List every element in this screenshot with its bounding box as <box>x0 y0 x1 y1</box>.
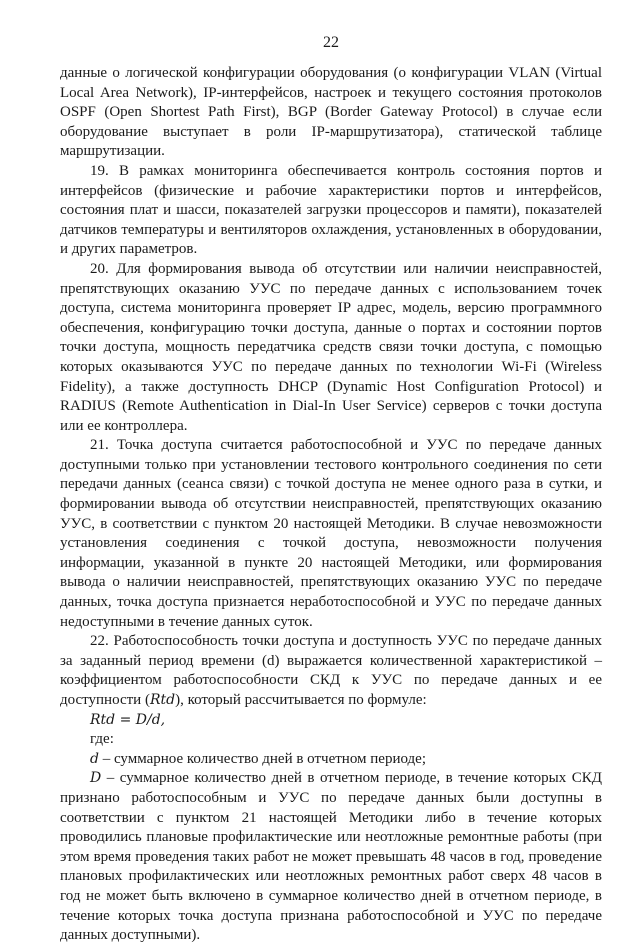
D-symbol: D <box>90 770 102 787</box>
definition-d <box>60 750 602 770</box>
paragraph-20: 20. Для формирования вывода об отсутствии или наличии неисправностей, препятствующих оказанию УУС по передаче данных с использованием точек доступа, система мониторинга проверяет IP адрес, модель, версию программного обеспечения, конфигурацию точки доступа, данные о портах и состоянии портов точки доступа, мощность передатчика средств связи точки доступа, с помощью которых оказываются УУС по передаче данных по технологии Wi-Fi (Wireless Fidelity), а также доступность DHCP (Dynamic Host Configuration Protocol) и RADIUS (Remote Authentication in Dial-In User Service) серверов с точки доступа или ее контроллера. <box>60 260 602 434</box>
d-symbol: d <box>90 750 99 767</box>
definition-d-text: – суммарное количество дней в отчетном периоде; <box>98 750 427 767</box>
definition-D-text: – суммарное количество дней в отчетном периоде, в течение которых СКД признано работоспособным и УУС по передаче данных были доступны в соответствии с пунктом 21 настоящей Методики либо в течение которых проводились плановые профилактические или неотложные ремонтные работы (при этом время проведения таких работ не может превышать 48 часов в год, проведение плановых профилактических или неотложных ремонтных работ сверх 48 часов в год не может быть включено в суммарное количество дней в отчетном периоде, в течение которых точка доступа признана работоспособной и УУС по передаче данных доступными). <box>60 770 602 944</box>
paragraph-22-intro: 22. Работоспособность точки доступа и доступность УУС по передаче данных за заданный период времени (d) выражается количественной характеристикой – коэффициентом работоспособности СКД к УУС по передаче данных и ее доступности ( <box>60 633 602 708</box>
paragraph-18-continuation: данные о логической конфигурации оборудования (о конфигурации VLAN (Virtual Local Area Network), IP-интерфейсов, настроек и текущего состояния протоколов OSPF (Open Shortest Path First), BGP (Border Gateway Protocol) в случае если оборудование выступает в роли IP-маршрутизатора), статической таблице маршрутизации. <box>60 65 602 160</box>
paragraph-22-tail: ), который рассчитывается по формуле: <box>175 692 427 708</box>
formula <box>60 711 602 731</box>
document-body <box>60 64 602 946</box>
paragraph-19: 19. В рамках мониторинга обеспечивается контроль состояния портов и интерфейсов (физические и рабочие характеристики портов и интерфейсов, состояния плат и шасси, показателей загрузки процессоров и памяти), показателей датчиков температуры и вентиляторов охлаждения, установленных в оборудовании, и других параметров. <box>60 162 602 258</box>
page-number: 22 <box>323 34 339 51</box>
paragraph-22 <box>60 632 602 710</box>
rtd-symbol: Rtd <box>149 692 176 708</box>
where-label: где: <box>90 731 114 748</box>
formula-expression: Rtd = D/d, <box>90 711 166 728</box>
definition-D <box>60 769 602 945</box>
paragraph-21: 21. Точка доступа считается работоспособной и УУС по передаче данных доступными только при установлении тестового контрольного соединения по сети передачи данных (сеанса связи) с точкой доступа не менее одного раза в сутки, и формировании вывода об отсутствии неисправностей, препятствующих оказанию УУС, в соответствии с пунктом 20 настоящей Методики. В случае невозможности установления соединения с точкой доступа, невозможности получения информации, указанной в пункте 20 настоящей Методики, или формирования вывода о наличии неисправностей, препятствующих оказанию УУС по передаче данных, точка доступа признается неработоспособной и УУС по передаче данных недоступными в течение данных суток. <box>60 437 602 630</box>
